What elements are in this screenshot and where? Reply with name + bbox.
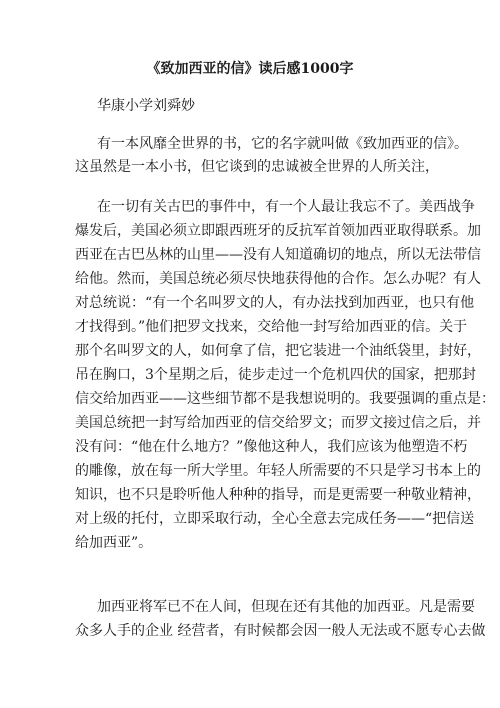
paragraph-2-line-15: 给加西亚”。: [75, 535, 153, 551]
paragraph-2-line-14: 对上级的托付，立即采取行动，全心全意去完成任务——“把信送: [75, 511, 475, 527]
document-title: 《致加西亚的信》读后感1000字: [146, 61, 354, 77]
paragraph-2-line-6: 才找得到。”他们把罗文找来，交给他一封写给加西亚的信。关于: [75, 319, 468, 335]
paragraph-2-line-13: 知识，也不只是聆听他人种种的指导，而是更需要一种敬业精神，: [75, 487, 481, 503]
paragraph-3-line-1: 加西亚将军已不在人间，但现在还有其他的加西亚。凡是需要: [97, 599, 475, 615]
paragraph-2-line-3: 西亚在古巴丛林的山里——没有人知道确切的地点，所以无法带信: [75, 247, 481, 263]
paragraph-2-line-8: 吊在胸口，3个星期之后，徒步走过一个危机四伏的国家，把那封: [75, 367, 476, 383]
paragraph-3-line-2: 众多人手的企业 经营者，有时候都会因一般人无法或不愿专心去做: [75, 623, 486, 639]
paragraph-1-line-2: 这虽然是一本小书，但它谈到的忠诚被全世界的人所关注，: [75, 159, 439, 175]
paragraph-2-line-11: 没有问：“他在什么地方？”像他这种人，我们应该为他塑造不朽: [75, 439, 468, 455]
paragraph-2-line-12: 的雕像，放在每一所大学里。年轻人所需要的不只是学习书本上的: [75, 463, 481, 479]
paragraph-2-line-5: 对总统说：“有一个名叫罗文的人，有办法找到加西亚，也只有他: [75, 295, 475, 311]
paragraph-2-line-10: 美国总统把一封写给加西亚的信交给罗文；而罗文接过信之后，并: [75, 415, 481, 431]
paragraph-2-line-2: 爆发后，美国必须立即跟西班牙的反抗军首领加西亚取得联系。加: [75, 223, 481, 239]
author-line: 华康小学刘舜妙: [97, 98, 195, 114]
paragraph-2-line-4: 给他。然而，美国总统必须尽快地获得他的合作。怎么办呢？有人: [75, 271, 481, 287]
paragraph-1-line-1: 有一本风靡全世界的书，它的名字就叫做《致加西亚的信》。: [97, 136, 468, 152]
paragraph-2-line-9: 信交给加西亚——这些细节都不是我想说明的。我要强调的重点是：: [75, 391, 495, 407]
paragraph-2-line-7: 那个名叫罗文的人，如何拿了信，把它装进一个油纸袋里，封好，: [75, 343, 481, 359]
paragraph-2-line-1: 在一切有关古巴的事件中，有一个人最让我忘不了。美西战争: [97, 199, 475, 215]
